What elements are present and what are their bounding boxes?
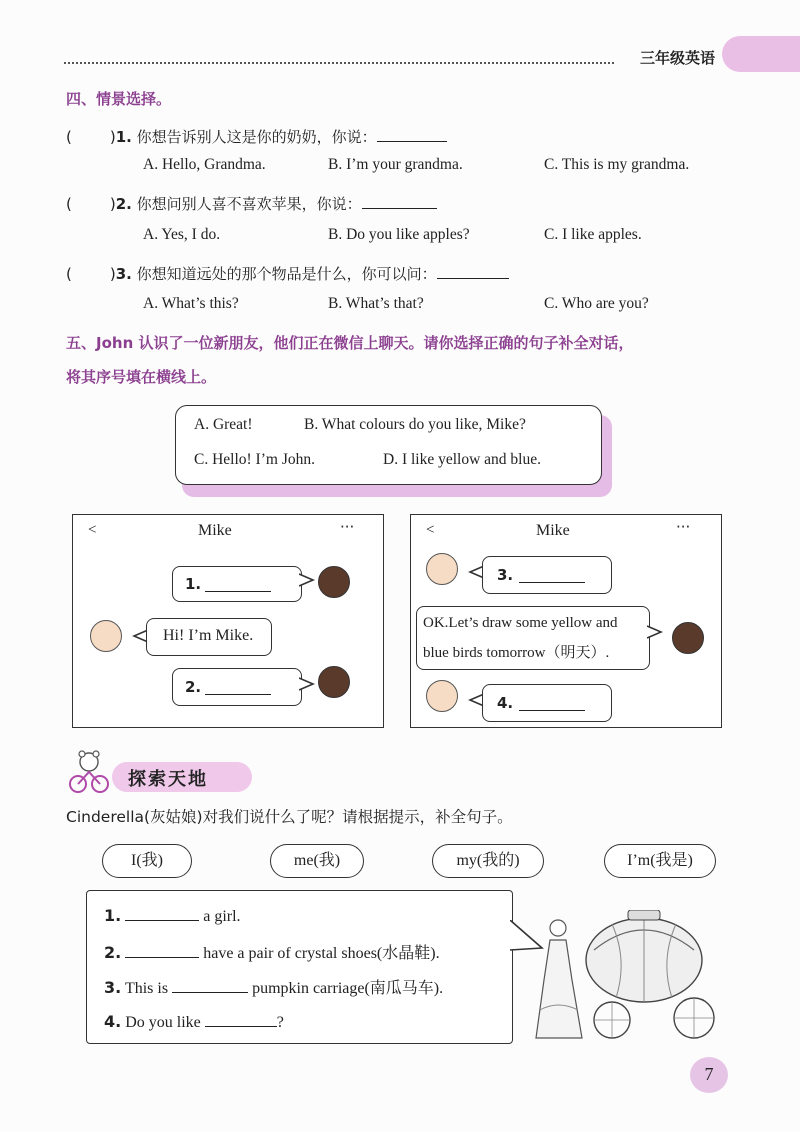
chat-bubble-john: OK.Let’s draw some yellow and blue birds tomorrow（明天）. [416,606,650,670]
chat-bubble-mike: Hi! I’m Mike. [146,618,272,656]
sentence-3: 3. This is pumpkin carriage(南瓜马车). [104,978,444,997]
q2-option-a: A. Yes, I do. [143,226,221,243]
chat-bubble-4: 4. [482,684,612,722]
question-2: ( )2. 你想问别人喜不喜欢苹果，你说： [66,192,437,214]
blank [377,125,447,142]
chat-bubble-3: 3. [482,556,612,594]
header-tab [722,36,800,72]
hint-pill-im: I’m(我是) [604,844,716,878]
mike-avatar [90,620,122,652]
bubble-tail [299,674,317,694]
mike-avatar [426,680,458,712]
blank[interactable] [205,678,271,695]
blank [362,192,437,209]
mike-avatar [426,553,458,585]
blank[interactable] [519,566,585,583]
explore-instruction: Cinderella(灰姑娘)对我们说什么了呢？请根据提示，补全句子。 [66,808,513,826]
hint-pill-my: my(我的) [432,844,544,878]
q1-option-b: B. I’m your grandma. [328,156,463,173]
section4-title: 四、情景选择。 [66,90,172,108]
bear-bicycle-icon [66,748,112,794]
option-d: D. I like yellow and blue. [383,451,541,468]
question-3: ( )3. 你想知道远处的那个物品是什么，你可以问： [66,262,509,284]
option-c: C. Hello! I’m John. [194,451,315,468]
blank[interactable] [205,575,271,592]
chat-bubble-2: 2. [172,668,302,706]
blank[interactable] [125,904,199,921]
q1-option-c: C. This is my grandma. [544,156,690,173]
q3-option-a: A. What’s this? [143,295,239,312]
section5-title-line2: 将其序号填在横线上。 [66,368,217,386]
option-b: B. What colours do you like, Mike? [304,416,526,433]
explore-title: 探索天地 [128,769,208,790]
chat-bubble-1: 1. [172,566,302,602]
blank[interactable] [205,1010,277,1027]
blank[interactable] [172,976,248,993]
section5-title-line1: 五、John 认识了一位新朋友，他们正在微信上聊天。请你选择正确的句子补全对话， [66,334,634,352]
option-a: A. Great! [194,416,253,433]
q3-option-c: C. Who are you? [544,295,649,312]
back-icon[interactable]: < [426,522,435,538]
bubble-tail [647,622,665,642]
chat-contact-name: Mike [536,522,570,539]
hint-pill-me: me(我) [270,844,364,878]
q2-option-c: C. I like apples. [544,226,642,243]
header-dotted-rule [64,62,614,64]
q3-option-b: B. What’s that? [328,295,424,312]
blank[interactable] [519,694,585,711]
sentence-4: 4. Do you like ? [104,1012,284,1031]
bubble-tail [299,570,317,590]
question-1: ( )1. 你想告诉别人这是你的奶奶，你说： [66,125,447,147]
hint-pill-i: I(我) [102,844,192,878]
q2-option-b: B. Do you like apples? [328,226,470,243]
john-avatar [318,666,350,698]
cinderella-carriage-illustration [532,910,722,1045]
back-icon[interactable]: < [88,522,97,538]
header-title: 三年级英语 [640,49,716,67]
q1-option-a: A. Hello, Grandma. [143,156,266,173]
john-avatar [318,566,350,598]
blank[interactable] [125,941,199,958]
john-avatar [672,622,704,654]
chat-contact-name: Mike [198,522,232,539]
more-icon[interactable]: ··· [340,518,355,536]
blank [437,262,509,279]
sentence-1: 1. a girl. [104,906,241,925]
sentence-2: 2. have a pair of crystal shoes(水晶鞋). [104,943,440,962]
more-icon[interactable]: ··· [676,518,691,536]
page-number: 7 [704,1064,714,1084]
